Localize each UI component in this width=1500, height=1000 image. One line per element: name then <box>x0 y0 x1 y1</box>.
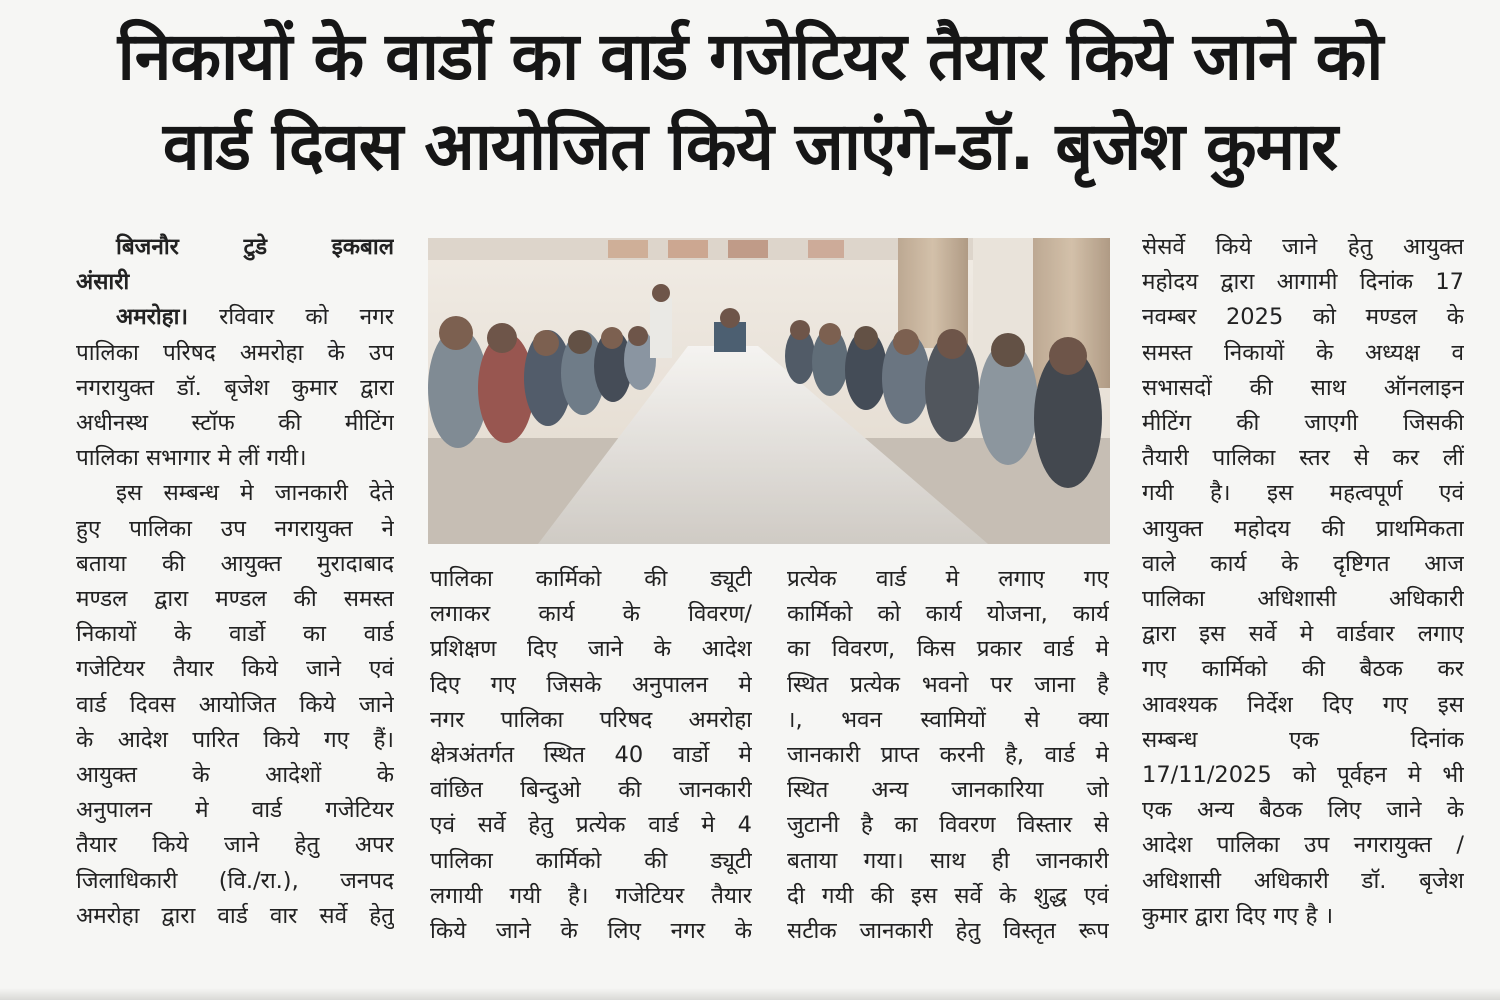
text-line: अनुपालन मे वार्ड गजेटियर <box>76 797 394 824</box>
text-line: अधीनस्थ स्टॉफ की मीटिंग <box>76 410 394 437</box>
text-line: जिलाधिकारी (वि./रा.), जनपद <box>76 867 394 894</box>
text-line: सटीक जानकारी हेतु विस्तृत रूप <box>787 918 1109 945</box>
text-line: रविवार को नगर <box>187 304 394 331</box>
text-line: स्थित अन्य जानकारिया जो <box>787 777 1109 804</box>
text-line: गजेटियर तैयार किये जाने एवं <box>76 656 394 683</box>
article-column-2 <box>430 562 752 949</box>
article-column-3 <box>787 562 1109 949</box>
text-line: तैयार किये जाने हेतु अपर <box>76 832 394 859</box>
text-line: नगर पालिका परिषद अमरोहा <box>430 706 752 733</box>
page-bottom-edge <box>0 988 1500 1000</box>
byline-line-2: अंसारी <box>76 269 130 296</box>
text-line: निकायों के वार्डो का वार्ड <box>76 621 394 648</box>
text-line: बताया गया। साथ ही जानकारी <box>787 847 1109 874</box>
text-line: पालिका परिषद अमरोहा के उप <box>76 339 394 366</box>
text-line: आयुक्त महोदय की प्राथमिकता <box>1142 515 1464 542</box>
text-line: नगरायुक्त डॉ. बृजेश कुमार द्वारा <box>76 374 394 401</box>
text-line: इस सम्बन्ध मे जानकारी देते <box>116 480 394 507</box>
text-line: नवम्बर 2025 को मण्डल के <box>1142 304 1464 331</box>
text-line: वांछित बिन्दुओ की जानकारी <box>430 777 752 804</box>
text-line: किये जाने के लिए नगर के <box>430 918 752 945</box>
text-line: सम्बन्ध एक दिनांक <box>1142 726 1464 753</box>
text-line: गयी है। इस महत्वपूर्ण एवं <box>1142 480 1464 507</box>
text-line: आदेश पालिका उप नगरायुक्त / <box>1142 832 1464 859</box>
byline-line-1: बिजनौर टुडे इकबाल <box>116 234 394 260</box>
text-line: के आदेश पारित किये गए हैं। <box>76 726 394 753</box>
text-line: हुए पालिका उप नगरायुक्त ने <box>76 515 394 542</box>
text-line: अमरोहा द्वारा वार्ड वार सर्वे हेतु <box>76 902 394 929</box>
article-column-4 <box>1142 230 1464 934</box>
text-line: पालिका सभागार मे लीं गयी। <box>76 445 307 472</box>
text-line: गए कार्मिको की बैठक कर <box>1142 656 1464 683</box>
text-line: सेसर्वे किये जाने हेतु आयुक्त <box>1142 234 1464 260</box>
text-line: प्रशिक्षण दिए जाने के आदेश <box>430 636 752 663</box>
text-line: सभासदों की साथ ऑनलाइन <box>1142 374 1464 401</box>
text-line: एवं सर्वे हेतु प्रत्येक वार्ड मे 4 <box>430 812 752 839</box>
text-line: जुटानी है का विवरण विस्तार से <box>787 812 1109 839</box>
text-line: वार्ड दिवस आयोजित किये जाने <box>76 691 394 718</box>
headline-line-2: वार्ड दिवस आयोजित किये जाएंगे-डॉ. बृजेश कुमार <box>162 108 1338 185</box>
text-line: कार्मिको को कार्य योजना, कार्य <box>787 601 1109 628</box>
text-line: का विवरण, किस प्रकार वार्ड मे <box>787 636 1109 663</box>
text-line: दी गयी की इस सर्वे के शुद्ध एवं <box>787 882 1109 909</box>
dateline: अमरोहा। <box>116 304 188 331</box>
text-line: स्थित प्रत्येक भवनो पर जाना है <box>787 671 1109 698</box>
text-line: 17/11/2025 को पूर्वहन मे भी <box>1142 762 1464 789</box>
text-line: क्षेत्रअंतर्गत स्थित 40 वार्डो मे <box>430 742 752 769</box>
text-line: लगायी गयी है। गजेटियर तैयार <box>430 882 752 909</box>
text-line: द्वारा इस सर्वे मे वार्डवार लगाए <box>1142 621 1464 648</box>
text-line: मीटिंग की जाएगी जिसकी <box>1142 410 1464 437</box>
text-line: आयुक्त के आदेशों के <box>76 762 394 789</box>
text-line: आवश्यक निर्देश दिए गए इस <box>1142 691 1464 718</box>
text-line: बताया की आयुक्त मुरादाबाद <box>76 550 394 577</box>
headline-line-1: निकायों के वार्डो का वार्ड गजेटियर तैयार किये जाने को <box>117 18 1383 95</box>
text-line: अधिशासी अधिकारी डॉ. बृजेश <box>1142 867 1464 894</box>
text-line: लगाकर कार्य के विवरण/ <box>430 601 752 628</box>
text-line: वाले कार्य के दृष्टिगत आज <box>1142 550 1464 577</box>
meeting-photo-image <box>428 238 1110 544</box>
text-line: महोदय द्वारा आगामी दिनांक 17 <box>1142 269 1464 296</box>
text-line: एक अन्य बैठक लिए जाने के <box>1142 797 1464 824</box>
text-line: पालिका अधिशासी अधिकारी <box>1142 586 1464 613</box>
text-line <box>76 300 394 335</box>
text-line: पालिका कार्मिको की ड्यूटी <box>430 566 752 592</box>
text-line: कुमार द्वारा दिए गए है । <box>1142 902 1334 929</box>
text-line: जानकारी प्राप्त करनी है, वार्ड मे <box>787 742 1109 769</box>
text-line: ।, भवन स्वामियों से क्या <box>787 706 1109 733</box>
meeting-photo <box>428 238 1110 544</box>
text-line: प्रत्येक वार्ड मे लगाए गए <box>787 566 1109 592</box>
text-line: दिए गए जिसके अनुपालन मे <box>430 671 752 698</box>
text-line: तैयारी पालिका स्तर से कर लीं <box>1142 445 1464 472</box>
text-line: पालिका कार्मिको की ड्यूटी <box>430 847 752 874</box>
article-column-1 <box>76 230 394 934</box>
text-line: समस्त निकायों के अध्यक्ष व <box>1142 339 1464 366</box>
text-line: मण्डल द्वारा मण्डल की समस्त <box>76 586 394 613</box>
